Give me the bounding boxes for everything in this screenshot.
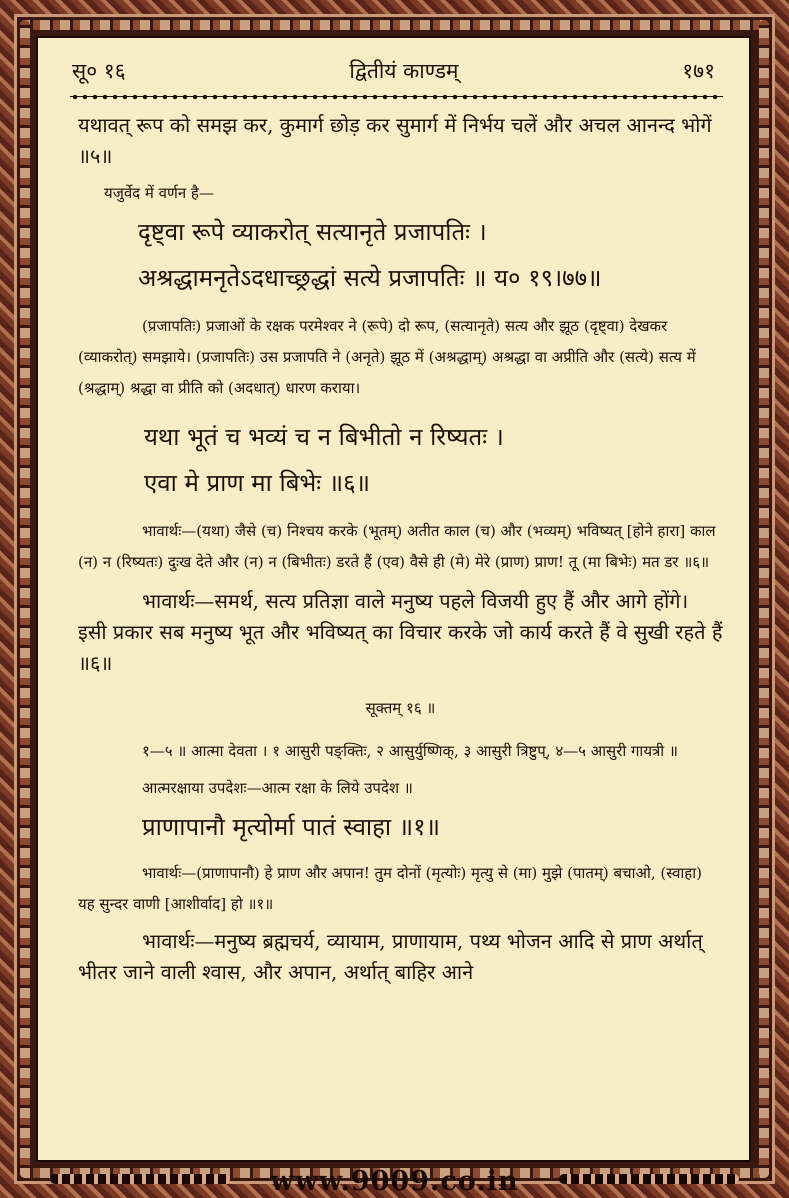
paragraph-1: यथावत् रूप को समझ कर, कुमार्ग छोड़ कर सुमार्ग में निर्भय चलें और अचल आनन्द भोगें ॥५॥	[78, 113, 712, 168]
header-divider	[70, 92, 723, 102]
mantra-line-5: प्राणापानौ मृत्योर्मा पातं स्वाहा ॥१॥	[142, 813, 440, 841]
mantra-line-1: दृष्ट्वा रूपे व्याकरोत् सत्यानृते प्रजापतिः ।	[138, 218, 487, 246]
kanda-title: द्वितीयं काण्डम्	[349, 59, 459, 83]
page-number: १७१	[682, 59, 715, 83]
left-chain-border	[20, 20, 30, 1178]
sukta-reference: सू० १६	[72, 59, 126, 83]
paragraph-devata: १—५ ॥ आत्मा देवता । १ आसुरी पङ्क्तिः, २ आसुर्युष्णिक्, ३ आसुरी त्रिष्टुप्, ४—५ आसुरी गायत्री ॥	[142, 742, 678, 760]
page-header	[72, 56, 715, 86]
paragraph-bhasharth-1: भावार्थः—(प्राणापानौ) हे प्राण और अपान! तुम दोनों (मृत्योः) मृत्यु से (मा) मुझे (पातम्) बचाओ, (स्वाहा) यह सुन्दर वाणी [आशीर्वाद] हो ॥१॥	[78, 864, 703, 913]
paragraph-yajurveda-intro: यजुर्वेद में वर्णन है—	[104, 184, 214, 202]
mantra-line-4: एवा मे प्राण मा बिभेः ॥६॥	[144, 469, 370, 497]
paragraph-bhasharth-6: भावार्थः—(यथा) जैसे (च) निश्चय करके (भूतम्) अतीत काल (च) और (भव्यम्) भविष्यत् [होने हारा] काल (न) न (रिष्यतः) दुःख देते और (न) न (बिभीतः) डरते हैं (एव) वैसे ही (मे) मेरे (प्राण) प्राण! तू (मा बिभेः) मत डर ॥६॥	[78, 522, 716, 571]
mantra-line-2: अश्रद्धामनृतेऽदधाच्छ्रद्धां सत्ये प्रजापतिः ॥ य० १९।७७॥	[138, 264, 602, 292]
right-chain-border	[759, 20, 769, 1178]
page-body	[78, 110, 723, 988]
paragraph-prajapati: (प्रजापतिः) प्रजाओं के रक्षक परमेश्वर ने (रूपे) दो रूप, (सत्यानृते) सत्य और झूठ (दृष्ट्वा) देखकर (व्याकरोत्) समझाये। (प्रजापतिः) उस प्रजापति ने (अनृते) झूठ में (अश्रद्धाम्) अश्रद्धा वा अप्रीति और (सत्ये) सत्य में (श्रद्धाम्) श्रद्धा वा प्रीति को (अदधात्) धारण कराया।	[78, 317, 696, 397]
top-chain-border	[20, 20, 769, 30]
paragraph-upadesh: आत्मरक्षाया उपदेशः—आत्म रक्षा के लिये उपदेश ॥	[142, 779, 413, 797]
paragraph-bhavarth-6: भावार्थः—समर्थ, सत्य प्रतिज्ञा वाले मनुष्य पहले विजयी हुए हैं और आगे होंगे। इसी प्रकार सब मनुष्य भूत और भविष्यत् का विचार करके जो कार्य करते हैं वे सुखी रहते हैं ॥६॥	[78, 589, 723, 675]
sukta-heading: सूक्तम् १६ ॥	[365, 699, 436, 717]
paragraph-bhavarth-1: भावार्थः—मनुष्य ब्रह्मचर्य, व्यायाम, प्राणायाम, पथ्य भोजन आदि से प्राण अर्थात् भीतर जाने वाली श्वास, और अपान, अर्थात् बाहिर आने	[78, 929, 703, 984]
scanned-page	[36, 36, 751, 1162]
page-footer	[0, 1164, 789, 1198]
mantra-line-3: यथा भूतं च भव्यं च न बिभीतो न रिष्यतः ।	[144, 423, 504, 451]
website-url: www.9009.co.in	[270, 1165, 519, 1197]
